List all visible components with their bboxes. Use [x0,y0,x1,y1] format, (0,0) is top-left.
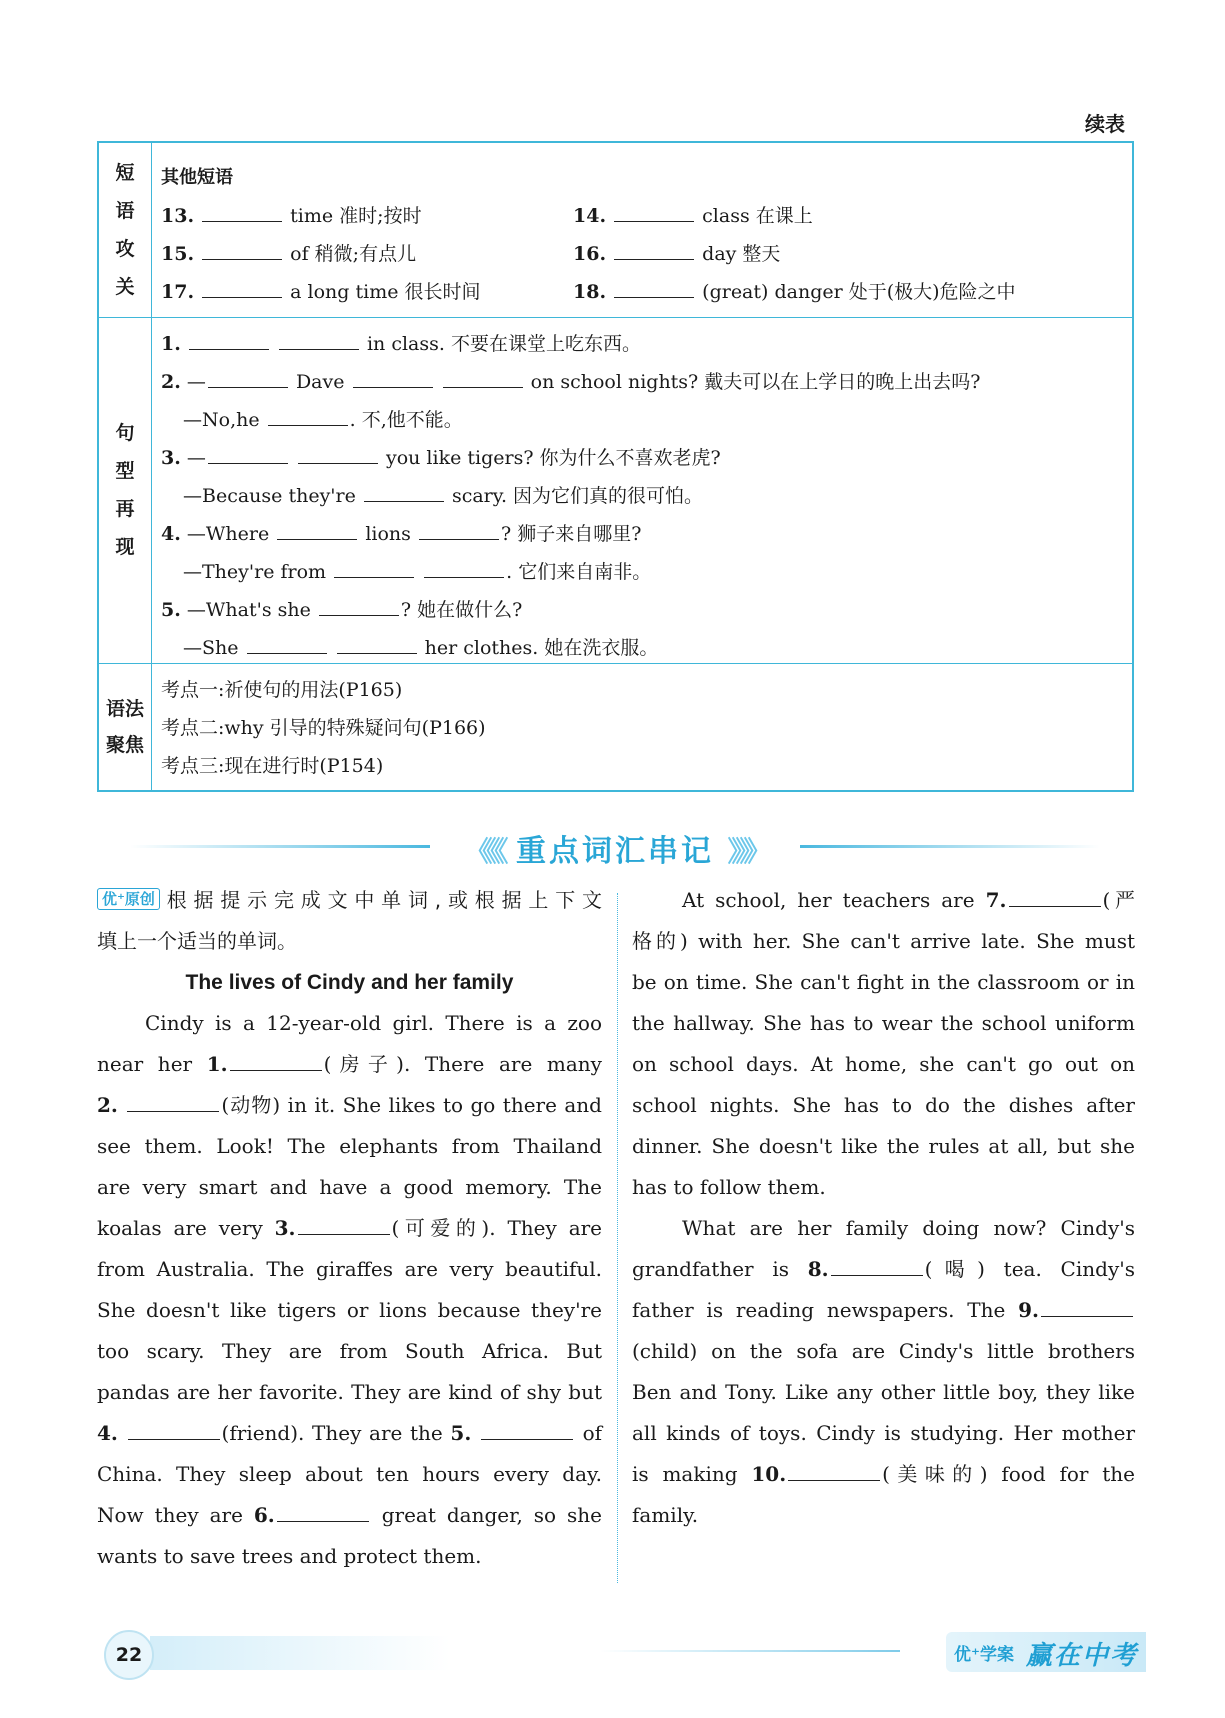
story-line: all kinds of toys. Cindy is studying. Her mother [632,1421,1135,1445]
story-line: on school days. At home, she can't go out on [632,1052,1135,1076]
phrase-16: 16. day 整天 [573,239,780,266]
story-line: 4. (friend). They are the 5. of [97,1413,602,1454]
phrases-section [99,143,1132,318]
right-column [632,880,1135,1536]
grammar-side-label: 语法 聚焦 [99,663,152,790]
phrases-heading: 其他短语 [161,167,233,188]
original-tag: 优⁺原创 [97,888,160,910]
story-line: has to follow them. [632,1175,826,1199]
footer-line [600,1650,900,1652]
story-line: 2. (动物) in it. She likes to go there and [97,1085,602,1126]
left-column [97,880,602,1577]
instruction-line-2: 填上一个适当的单词。 [97,929,297,953]
summary-table [97,141,1134,792]
phrase-17: 17. a long time 很长时间 [161,277,481,304]
phrase-18: 18. (great) danger 处于(极大)危险之中 [573,277,1016,304]
story-line: 格的) with her. She can't arrive late. She must [632,929,1135,953]
story-line: from Australia. The giraffes are very beautiful. [97,1257,602,1281]
story-line: see them. Look! The elephants from Thailand [97,1134,602,1158]
footer-band [150,1636,450,1670]
grammar-point-1: 考点一:祈使句的用法(P165) [161,679,403,701]
right-chevrons: 》》》 [727,835,766,868]
story-line: wants to save trees and protect them. [97,1544,482,1568]
grammar-point-2: 考点二:why 引导的特殊疑问句(P166) [161,717,486,739]
story-line: father is reading newspapers. The 9. [632,1290,1135,1331]
story-line: are very smart and have a good memory. The [97,1175,602,1199]
sentences-side-label: 句 型 再 现 [99,317,152,663]
story-line: near her 1. (房子). There are many [97,1044,602,1085]
brand-small: 优⁺学案 [954,1645,1014,1665]
sentence-1: 1. in class. 不要在课堂上吃东西。 [161,329,641,356]
story-line: dinner. She doesn't like the rules at all, but she [632,1134,1135,1158]
grammar-section [99,663,1132,790]
story-line: She doesn't like tigers or lions because they're [97,1298,602,1322]
story-line: family. [632,1503,699,1527]
story-line: Ben and Tony. Like any other little boy, they like [632,1380,1135,1404]
instruction-line-1: 优⁺原创 根据提示完成文中单词,或根据上下文 [97,880,602,921]
story-line: koalas are very 3. (可爱的). They are [97,1208,602,1249]
sentence-4: 4. —Where lions ? 狮子来自哪里? [161,519,641,546]
story-line: is making 10. (美味的) food for the [632,1454,1135,1495]
banner-title: 重点词汇串记 [516,834,714,869]
sentence-5-reply: —She her clothes. 她在洗衣服。 [183,633,658,660]
page-number: 22 [104,1630,154,1680]
story-line: (child) on the sofa are Cindy's little brothers [632,1339,1135,1363]
story-title: The lives of Cindy and her family [185,971,514,994]
continued-label: 续表 [1085,112,1125,136]
section-banner [130,826,1100,869]
story-line: China. They sleep about ten hours every day. [97,1462,602,1486]
phrase-15: 15. of 稍微;有点儿 [161,239,416,266]
sentence-2-reply: —No,he . 不,他不能。 [183,405,463,432]
sentence-2: 2. — Dave on school nights? 戴夫可以在上学日的晚上出去吗? [161,367,980,394]
story-line: pandas are her favorite. They are kind of shy but [97,1380,602,1404]
column-divider [617,893,618,1583]
story-line: school nights. She has to do the dishes after [632,1093,1135,1117]
phrases-side-label: 短 语 攻 关 [99,143,152,317]
left-chevrons: 《《《 [464,835,503,868]
sentence-3: 3. — you like tigers? 你为什么不喜欢老虎? [161,443,721,470]
brand-logo [946,1632,1146,1672]
story-line: the hallway. She has to wear the school uniform [632,1011,1135,1035]
story-line: Cindy is a 12-year-old girl. There is a zoo [145,1011,602,1035]
story-line: At school, her teachers are 7. (严 [632,880,1135,921]
sentence-5: 5. —What's she ? 她在做什么? [161,595,522,622]
story-line: grandfather is 8. (喝) tea. Cindy's [632,1249,1135,1290]
story-line: too scary. They are from South Africa. But [97,1339,602,1363]
sentence-4-reply: —They're from . 它们来自南非。 [183,557,651,584]
sentences-section [99,317,1132,664]
sentence-3-reply: —Because they're scary. 因为它们真的很可怕。 [183,481,703,508]
story-line: be on time. She can't fight in the classroom or in [632,970,1135,994]
brand-large: 赢在中考 [1026,1641,1139,1671]
grammar-point-3: 考点三:现在进行时(P154) [161,755,384,777]
phrase-14: 14. class 在课上 [573,201,813,228]
story-line: Now they are 6. great danger, so she [97,1495,602,1536]
story-line: What are her family doing now? Cindy's [682,1216,1135,1240]
phrase-13: 13. time 准时;按时 [161,201,422,228]
